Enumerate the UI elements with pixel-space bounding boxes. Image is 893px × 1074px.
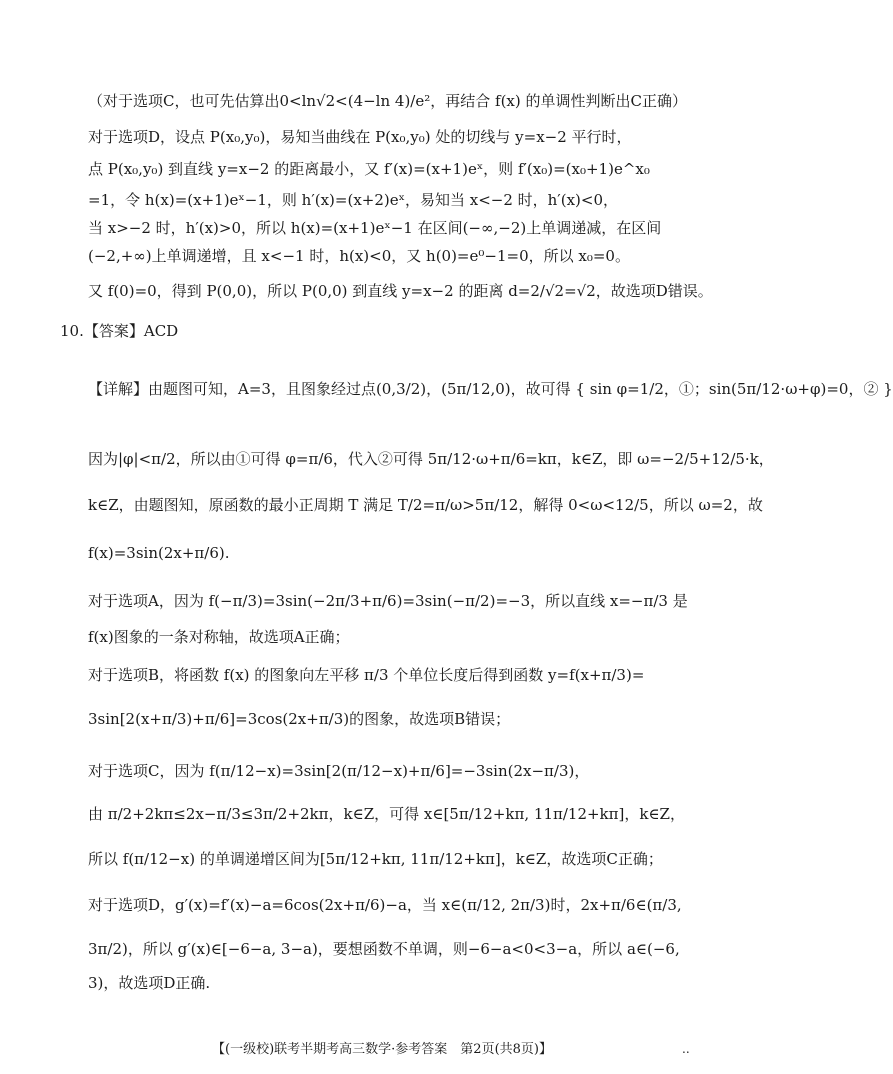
detail-line: 【详解】由题图可知，A=3，且图象经过点(0,3/2)，(5π/12,0)，故可得 { sin φ=1/2，①；sin(5π/12·ω+φ)=0，② } [88, 380, 893, 398]
line-16: 3sin[2(x+π/3)+π/6]=3cos(2x+π/3)的图象，故选项B错误； [88, 710, 511, 728]
line-7: 又 f(0)=0，得到 P(0,0)，所以 P(0,0) 到直线 y=x−2 的距离 d=2/√2=√2，故选项D错误。 [88, 282, 713, 300]
line-6: (−2,+∞)上单调递增，且 x<−1 时，h(x)<0，又 h(0)=e⁰−1=0，所以 x₀=0。 [88, 247, 630, 265]
line-3: 点 P(x₀,y₀) 到直线 y=x−2 的距离最小，又 f′(x)=(x+1)eˣ，则 f′(x₀)=(x₀+1)e^x₀ [88, 160, 650, 178]
option-d-line: 对于选项D，g′(x)=f′(x)−a=6cos(2x+π/6)−a，当 x∈(π/12, 2π/3)时，2x+π/6∈(π/3, [88, 896, 682, 914]
line-12: f(x)=3sin(2x+π/6). [88, 544, 230, 562]
line-18: 由 π/2+2kπ≤2x−π/3≤3π/2+2kπ，k∈Z，可得 x∈[5π/12+kπ, 11π/12+kπ]，k∈Z， [88, 805, 685, 823]
line-22: 3)，故选项D正确. [88, 974, 211, 992]
line-10: 因为|φ|<π/2，所以由①可得 φ=π/6，代入②可得 5π/12·ω+π/6=kπ，k∈Z，即 ω=−2/5+12/5·k， [88, 450, 774, 468]
corner-mark: .. [682, 1042, 690, 1056]
answer-heading: 10.【答案】ACD [60, 322, 179, 340]
line-21: 3π/2)，所以 g′(x)∈[−6−a, 3−a)，要想函数不单调，则−6−a<0<3−a，所以 a∈(−6, [88, 940, 680, 958]
line-19: 所以 f(π/12−x) 的单调递增区间为[5π/12+kπ, 11π/12+kπ]，k∈Z，故选项C正确； [88, 850, 663, 868]
line-2: 对于选项D，设点 P(x₀,y₀)，易知当曲线在 P(x₀,y₀) 处的切线与 y=x−2 平行时， [88, 128, 632, 146]
line-11: k∈Z，由题图知，原函数的最小正周期 T 满足 T/2=π/ω>5π/12，解得 0<ω<12/5，所以 ω=2，故 [88, 496, 763, 514]
line-5: 当 x>−2 时，h′(x)>0，所以 h(x)=(x+1)eˣ−1 在区间(−∞,−2)上单调递减，在区间 [88, 219, 662, 237]
page-footer: 【(一级校)联考半期考高三数学·参考答案 第2页(共8页)】 [212, 1042, 552, 1057]
option-b-line: 对于选项B，将函数 f(x) 的图象向左平移 π/3 个单位长度后得到函数 y=f(x+π/3)= [88, 666, 645, 684]
option-c-line: 对于选项C，因为 f(π/12−x)=3sin[2(π/12−x)+π/6]=−3sin(2x−π/3)， [88, 762, 590, 780]
option-a-line: 对于选项A，因为 f(−π/3)=3sin(−2π/3+π/6)=3sin(−π/2)=−3，所以直线 x=−π/3 是 [88, 592, 688, 610]
line-1: （对于选项C，也可先估算出0<ln√2<(4−ln 4)/e²，再结合 f(x) 的单调性判断出C正确） [88, 92, 687, 110]
line-14: f(x)图象的一条对称轴，故选项A正确； [88, 628, 350, 646]
line-4: =1，令 h(x)=(x+1)eˣ−1，则 h′(x)=(x+2)eˣ，易知当 x<−2 时，h′(x)<0， [88, 191, 618, 209]
